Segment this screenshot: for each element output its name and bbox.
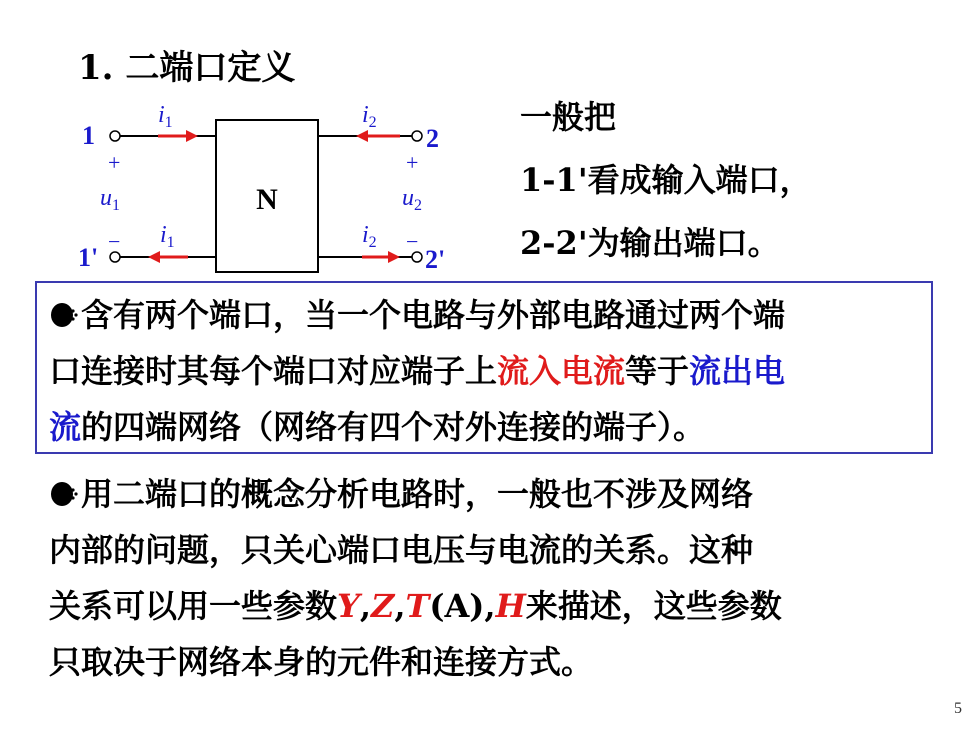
u1-plus: +: [108, 150, 121, 175]
arrow-i1-top-head: [186, 130, 198, 142]
node-1p-label: 1': [78, 243, 99, 272]
box-para-line-1: 含有两个端口，当一个电路与外部电路通过两个端: [49, 287, 785, 343]
side-text-line-2: 1-1'看成输入端口，: [520, 161, 812, 199]
highlight-inflow-current: 流入电流: [497, 352, 626, 390]
highlight-outflow-current: 流出电: [689, 352, 786, 390]
block-label: N: [256, 183, 278, 216]
node-2-label: 2: [426, 124, 439, 153]
side-text-line-1: 一般把: [520, 98, 617, 136]
arrow-i2-bottom-head: [388, 251, 400, 263]
arrow-i2-top-head: [356, 130, 368, 142]
u2-minus: −: [406, 229, 419, 254]
arrow-i1-bottom-head: [148, 251, 160, 263]
box-para-line-3: 流的四端网络（网络有四个对外连接的端子）。: [49, 408, 706, 446]
param-H: H: [495, 587, 526, 625]
speaker-bullet-icon: [49, 480, 81, 508]
u2-label: $u_2$: [402, 185, 422, 214]
page-number: 5: [954, 700, 962, 717]
para2-line-3: 关系可以用一些参数Y,Z,T(A),H来描述，这些参数: [49, 587, 782, 625]
param-T: T: [405, 587, 430, 625]
terminal-1: [110, 131, 120, 141]
para2-line-1: 用二端口的概念分析电路时，一般也不涉及网络: [49, 466, 753, 522]
i1-top-label: $i_1$: [158, 102, 173, 131]
node-1-label: 1: [82, 121, 95, 150]
i1-bottom-label: $i_1$: [160, 222, 175, 251]
i2-bottom-label: $i_2$: [362, 222, 377, 251]
node-2p-label: 2': [425, 245, 446, 274]
slide-title: 1. 二端口定义: [78, 48, 296, 88]
box-para-line-2: 口连接时其每个端口对应端子上流入电流等于流出电: [49, 352, 786, 390]
u2-plus: +: [406, 150, 419, 175]
para2-line-2: 内部的问题，只关心端口电压与电流的关系。这种: [49, 531, 754, 569]
side-text-line-3: 2-2'为输出端口。: [520, 224, 780, 262]
u1-minus: −: [108, 229, 121, 254]
para2-line-4: 只取决于网络本身的元件和连接方式。: [49, 643, 594, 681]
param-Y: Y: [337, 587, 360, 625]
u1-label: $u_1$: [100, 185, 120, 214]
two-port-circuit-diagram: [70, 92, 470, 280]
speaker-bullet-icon: [49, 301, 81, 329]
i2-top-label: $i_2$: [362, 102, 377, 131]
terminal-2: [412, 131, 422, 141]
param-Z: Z: [371, 587, 395, 625]
